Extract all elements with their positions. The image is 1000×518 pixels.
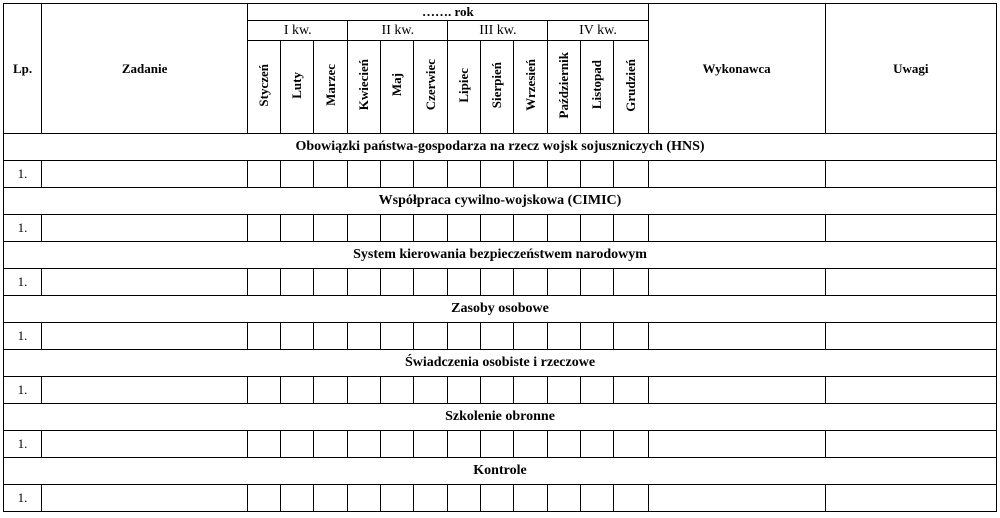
cell-month[interactable] — [448, 215, 481, 242]
cell-zadanie[interactable] — [42, 485, 248, 512]
cell-month[interactable] — [614, 269, 648, 296]
row-number: 1. — [4, 269, 42, 296]
cell-month[interactable] — [281, 215, 314, 242]
month-label: Maj — [389, 73, 405, 97]
cell-month[interactable] — [414, 323, 448, 350]
header-month — [314, 41, 348, 134]
cell-month[interactable] — [514, 215, 548, 242]
cell-wykonawca[interactable] — [648, 485, 825, 512]
cell-uwagi[interactable] — [825, 269, 996, 296]
cell-month[interactable] — [448, 485, 481, 512]
cell-month[interactable] — [281, 323, 314, 350]
month-label: Kwiecień — [356, 59, 372, 111]
cell-month[interactable] — [548, 377, 581, 404]
header-quarter: III kw. — [448, 21, 548, 41]
table-row — [4, 269, 997, 296]
month-label: Sierpień — [489, 61, 505, 109]
cell-month[interactable] — [581, 269, 614, 296]
cell-uwagi[interactable] — [825, 323, 996, 350]
table-row — [4, 377, 997, 404]
cell-month[interactable] — [614, 485, 648, 512]
cell-wykonawca[interactable] — [648, 377, 825, 404]
cell-month[interactable] — [614, 377, 648, 404]
cell-month[interactable] — [481, 377, 514, 404]
cell-uwagi[interactable] — [825, 215, 996, 242]
cell-zadanie[interactable] — [42, 161, 248, 188]
cell-month[interactable] — [414, 161, 448, 188]
cell-month[interactable] — [314, 485, 348, 512]
row-number: 1. — [4, 431, 42, 458]
cell-month[interactable] — [548, 215, 581, 242]
cell-zadanie[interactable] — [42, 269, 248, 296]
header-quarter: IV kw. — [548, 21, 648, 41]
section-row — [4, 188, 997, 215]
cell-month[interactable] — [614, 431, 648, 458]
cell-month[interactable] — [281, 485, 314, 512]
cell-month[interactable] — [348, 377, 381, 404]
table-row — [4, 485, 997, 512]
cell-month[interactable] — [281, 431, 314, 458]
month-label: Luty — [289, 71, 305, 99]
cell-month[interactable] — [381, 215, 414, 242]
header-month — [348, 41, 381, 134]
cell-wykonawca[interactable] — [648, 161, 825, 188]
section-title: Obowiązki państwa-gospodarza na rzecz wojsk sojuszniczych (HNS) — [4, 134, 997, 161]
cell-month[interactable] — [348, 323, 381, 350]
cell-month[interactable] — [581, 215, 614, 242]
header-month — [248, 41, 281, 134]
cell-month[interactable] — [514, 431, 548, 458]
cell-month[interactable] — [614, 215, 648, 242]
header-month — [514, 41, 548, 134]
section-row — [4, 404, 997, 431]
cell-month[interactable] — [281, 161, 314, 188]
section-row — [4, 296, 997, 323]
cell-month[interactable] — [248, 161, 281, 188]
cell-month[interactable] — [248, 269, 281, 296]
cell-month[interactable] — [481, 485, 514, 512]
month-label: Czerwiec — [422, 59, 438, 111]
cell-uwagi[interactable] — [825, 485, 996, 512]
section-title: Współpraca cywilno-wojskowa (CIMIC) — [4, 188, 997, 215]
schedule-table — [3, 3, 997, 512]
section-row — [4, 242, 997, 269]
cell-month[interactable] — [448, 323, 481, 350]
cell-month[interactable] — [548, 485, 581, 512]
cell-month[interactable] — [481, 215, 514, 242]
month-label: Listopad — [589, 60, 605, 110]
row-number: 1. — [4, 215, 42, 242]
cell-month[interactable] — [314, 431, 348, 458]
section-row — [4, 458, 997, 485]
header-month — [581, 41, 614, 134]
cell-month[interactable] — [314, 161, 348, 188]
cell-month[interactable] — [348, 215, 381, 242]
cell-month[interactable] — [548, 431, 581, 458]
cell-zadanie[interactable] — [42, 323, 248, 350]
cell-month[interactable] — [514, 485, 548, 512]
cell-uwagi[interactable] — [825, 431, 996, 458]
cell-month[interactable] — [248, 377, 281, 404]
table-row — [4, 323, 997, 350]
cell-month[interactable] — [381, 161, 414, 188]
cell-month[interactable] — [281, 269, 314, 296]
cell-zadanie[interactable] — [42, 215, 248, 242]
cell-month[interactable] — [448, 377, 481, 404]
cell-month[interactable] — [481, 161, 514, 188]
cell-wykonawca[interactable] — [648, 323, 825, 350]
cell-month[interactable] — [581, 323, 614, 350]
header-zadanie: Zadanie — [42, 4, 248, 134]
cell-month[interactable] — [248, 323, 281, 350]
header-year: ……. rok — [248, 4, 648, 21]
cell-month[interactable] — [414, 485, 448, 512]
cell-month[interactable] — [548, 161, 581, 188]
cell-month[interactable] — [614, 323, 648, 350]
header-lp: Lp. — [4, 4, 42, 134]
header-uwagi: Uwagi — [825, 4, 996, 134]
header-month — [548, 41, 581, 134]
month-label: Styczeń — [256, 63, 272, 107]
cell-zadanie[interactable] — [42, 377, 248, 404]
section-title: Zasoby osobowe — [4, 296, 997, 323]
cell-month[interactable] — [381, 431, 414, 458]
cell-month[interactable] — [581, 161, 614, 188]
section-title: Szkolenie obronne — [4, 404, 997, 431]
cell-month[interactable] — [481, 431, 514, 458]
cell-month[interactable] — [314, 377, 348, 404]
cell-month[interactable] — [548, 269, 581, 296]
cell-month[interactable] — [514, 377, 548, 404]
cell-month[interactable] — [314, 269, 348, 296]
cell-month[interactable] — [248, 215, 281, 242]
month-label: Marzec — [322, 64, 338, 106]
month-label: Październik — [556, 51, 572, 119]
cell-month[interactable] — [614, 161, 648, 188]
cell-month[interactable] — [514, 161, 548, 188]
cell-month[interactable] — [281, 377, 314, 404]
cell-month[interactable] — [581, 485, 614, 512]
cell-month[interactable] — [381, 377, 414, 404]
row-number: 1. — [4, 485, 42, 512]
cell-month[interactable] — [514, 323, 548, 350]
cell-month[interactable] — [248, 485, 281, 512]
cell-zadanie[interactable] — [42, 431, 248, 458]
table-body — [4, 134, 997, 512]
month-label: Grudzień — [622, 58, 638, 112]
cell-wykonawca[interactable] — [648, 269, 825, 296]
table-row — [4, 161, 997, 188]
table-row — [4, 215, 997, 242]
cell-month[interactable] — [414, 269, 448, 296]
cell-month[interactable] — [414, 377, 448, 404]
cell-month[interactable] — [381, 323, 414, 350]
cell-month[interactable] — [514, 269, 548, 296]
cell-month[interactable] — [314, 215, 348, 242]
cell-month[interactable] — [581, 431, 614, 458]
cell-month[interactable] — [348, 269, 381, 296]
header-month — [414, 41, 448, 134]
header-month — [614, 41, 648, 134]
cell-month[interactable] — [348, 485, 381, 512]
cell-month[interactable] — [581, 377, 614, 404]
header-month — [281, 41, 314, 134]
table-header — [4, 4, 997, 134]
cell-month[interactable] — [348, 161, 381, 188]
month-label: Wrzesień — [522, 59, 538, 111]
cell-month[interactable] — [414, 215, 448, 242]
section-title: Kontrole — [4, 458, 997, 485]
header-month — [481, 41, 514, 134]
section-row — [4, 134, 997, 161]
cell-uwagi[interactable] — [825, 377, 996, 404]
row-number: 1. — [4, 377, 42, 404]
header-quarter: I kw. — [248, 21, 348, 41]
cell-month[interactable] — [481, 323, 514, 350]
header-quarter: II kw. — [348, 21, 448, 41]
header-wykonawca: Wykonawca — [648, 4, 825, 134]
cell-month[interactable] — [481, 269, 514, 296]
cell-month[interactable] — [348, 431, 381, 458]
section-title: Świadczenia osobiste i rzeczowe — [4, 350, 997, 377]
row-number: 1. — [4, 161, 42, 188]
cell-month[interactable] — [381, 485, 414, 512]
header-month — [381, 41, 414, 134]
cell-month[interactable] — [381, 269, 414, 296]
cell-wykonawca[interactable] — [648, 215, 825, 242]
row-number: 1. — [4, 323, 42, 350]
month-label: Lipiec — [456, 67, 472, 103]
cell-wykonawca[interactable] — [648, 431, 825, 458]
plan-sheet — [3, 3, 997, 512]
section-title: System kierowania bezpieczeństwem narodowym — [4, 242, 997, 269]
cell-month[interactable] — [448, 269, 481, 296]
cell-month[interactable] — [314, 323, 348, 350]
cell-month[interactable] — [448, 161, 481, 188]
cell-uwagi[interactable] — [825, 161, 996, 188]
cell-month[interactable] — [414, 431, 448, 458]
cell-month[interactable] — [448, 431, 481, 458]
cell-month[interactable] — [248, 431, 281, 458]
table-row — [4, 431, 997, 458]
header-month — [448, 41, 481, 134]
section-row — [4, 350, 997, 377]
cell-month[interactable] — [548, 323, 581, 350]
